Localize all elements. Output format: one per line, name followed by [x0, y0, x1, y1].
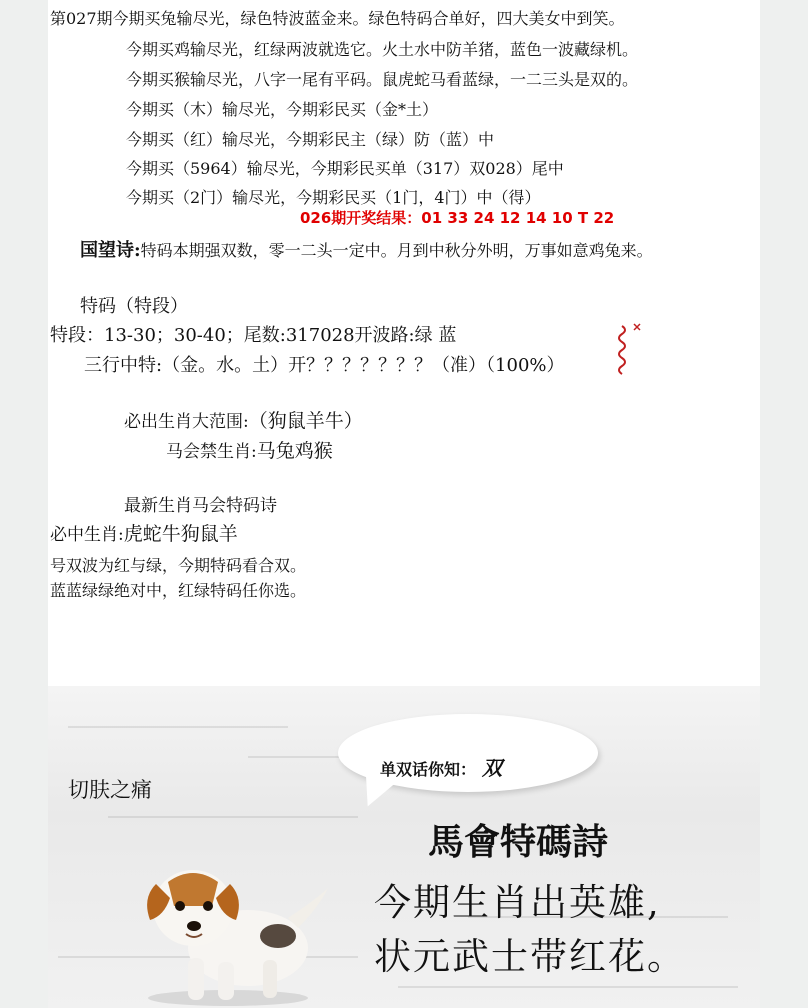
poem-banner-line-2: 状元武士带红花。	[374, 935, 686, 978]
poem-banner-line-1: 今期生肖出英雄,	[374, 881, 661, 924]
wave-mark-icon	[614, 320, 644, 380]
zodiac-must	[50, 523, 238, 546]
zodiac-line-2: 蓝蓝绿绿绝对中，红绿特码任你选。	[50, 581, 307, 600]
header-line-3: 今期买猴输尽光，八字一尾有平码。鼠虎蛇马看蓝绿，一二三头是双的。	[126, 70, 639, 89]
header-line-6: 今期买（5964）输尽光，今期彩民买单（317）双028）尾中	[126, 159, 564, 178]
zodiac-must-value: 虎蛇牛狗鼠羊	[123, 523, 238, 545]
zodiac-range	[124, 410, 363, 433]
zodiac-must-label: 必中生肖:	[50, 525, 124, 545]
poem-banner-title: 馬會特碼詩	[428, 822, 609, 863]
special-title: 特码（特段）	[80, 296, 188, 317]
zodiac-range-label: 必出生肖大范围:	[124, 412, 249, 432]
header-line-1	[50, 8, 625, 30]
poem-banner	[48, 686, 760, 1008]
special-range: 特段：13-30；30-40；尾数:317028开波路:绿 蓝	[50, 325, 457, 346]
period-label: 第027期	[50, 9, 113, 28]
zodiac-banned-label: 马会禁生肖:	[166, 442, 257, 462]
header-line-5: 今期买（红）输尽光，今期彩民主（绿）防（蓝）中	[126, 130, 495, 149]
bubble-value: 双	[482, 756, 503, 780]
header-line-2: 今期买鸡输尽光，红绿两波就选它。火土水中防羊猪，蓝色一波藏绿机。	[126, 40, 639, 59]
poem-text: 特码本期强双数，零一二头一定中。月到中秋分外明，万事如意鸡兔来。	[140, 241, 653, 260]
zodiac-line-1: 号双波为红与绿，今期特码看合双。	[50, 556, 307, 575]
puppy-image	[128, 848, 328, 1008]
zodiac-range-value: （狗鼠羊牛）	[248, 410, 363, 432]
header-line-7: 今期买（2门）输尽光，今期彩民买（1门，4门）中（得）	[126, 188, 541, 207]
bubble-text	[380, 752, 502, 781]
zodiac-banned-value: 马兔鸡猴	[256, 440, 333, 462]
pain-text: 切肤之痛	[68, 778, 152, 802]
draw-result: 026期开奖结果：01 33 24 12 14 10 T 22	[300, 209, 615, 227]
poem-label: 国望诗:	[80, 240, 141, 261]
poem-line	[80, 240, 653, 262]
bubble-label: 单双话你知：	[380, 760, 477, 779]
header-line-text: 今期买兔输尽光，绿色特波蓝金来。绿色特码合单好，四大美女中到笑。	[112, 9, 625, 28]
zodiac-banned	[166, 440, 333, 463]
header-line-4: 今期买（木）输尽光，今期彩民买（金*土）	[126, 100, 439, 119]
zodiac-poem-title: 最新生肖马会特码诗	[124, 496, 277, 516]
element-line: 三行中特:（金。水。土）开？？？？？？？（准）（100%）	[84, 355, 565, 376]
